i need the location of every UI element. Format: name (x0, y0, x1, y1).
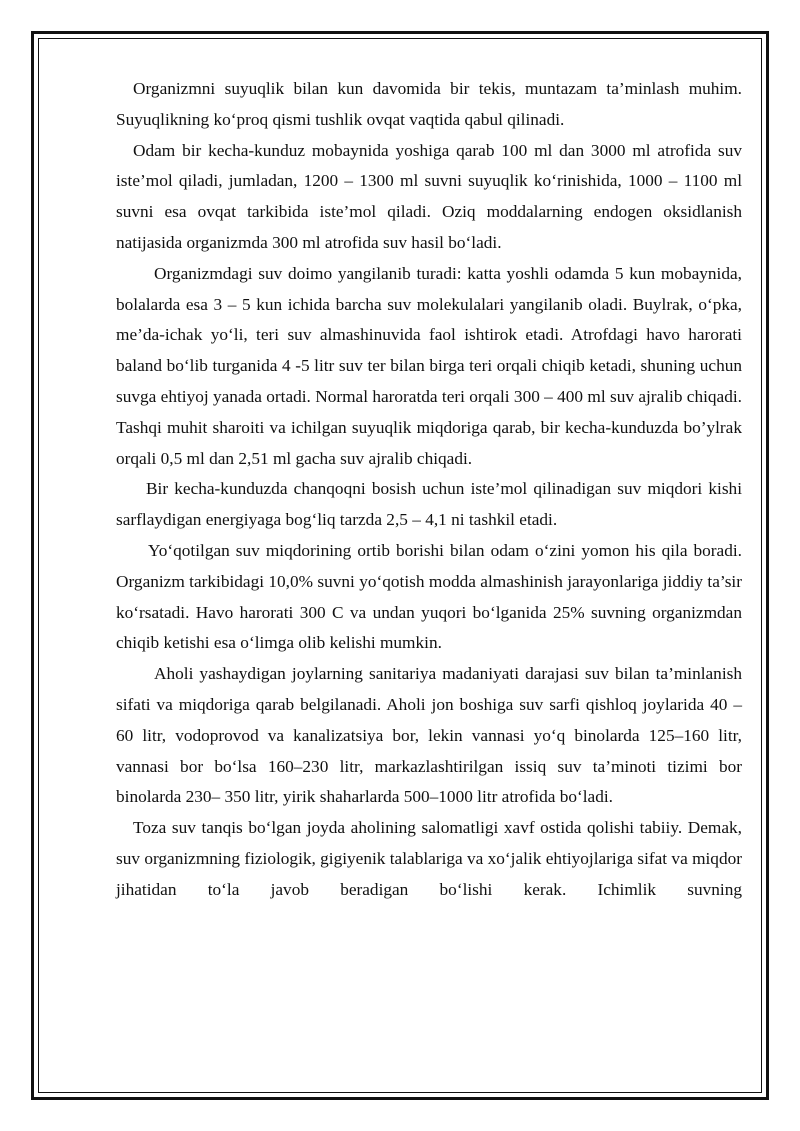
paragraph: Organizmni suyuqlik bilan kun davomida bir tekis, muntazam ta’minlash muhim. Suyuqlikning ko‘proq qismi tushlik ovqat vaqtida qabul qilinadi. (116, 79, 742, 129)
paragraph: Aholi yashaydigan joylarning sanitariya madaniyati darajasi suv bilan ta’minlanish sifati va miqdoriga qarab belgilanadi. Aholi jon boshiga suv sarfi qishloq joylarida 40 – 60 litr, vodoprovod va kanalizatsiya bor, lekin vannasi yo‘q binolarda 125–160 litr, vannasi bor bo‘lsa 160–230 litr, markazlashtirilgan issiq suv ta’minoti tizimi bor binolarda 230– 350 litr, yirik shaharlarda 500–1000 litr atrofida bo‘ladi. (116, 664, 742, 807)
paragraph: Organizmdagi suv doimo yangilanib turadi: katta yoshli odamda 5 kun mobaynida, bolalarda esa 3 – 5 kun ichida barcha suv molekulalari yangilanib oladi. Buylrak, o‘pka, me’da-ichak yo‘li, teri suv almashinuvida faol ishtirok etadi. Atrofdagi havo harorati baland bo‘lib turganida 4 -5 litr suv ter bilan birga teri orqali chiqib ketadi, shuning uchun suvga ehtiyoj yanada ortadi. Normal haroratda teri orqali 300 – 400 ml suv ajralib chiqadi. Tashqi muhit sharoiti va ichilgan suyuqlik miqdoriga qarab, bir kecha-kunduzda bo’ylrak orqali 0,5 ml dan 2,51 ml gacha suv ajralib chiqadi. (116, 263, 742, 468)
paragraph: Bir kecha-kunduzda chanqoqni bosish uchun iste’mol qilinadigan suv miqdori kishi sarflaydigan energiyaga bog‘liq tarzda 2,5 – 4,1 ni tashkil etadi. (116, 479, 742, 530)
paragraph: Yo‘qotilgan suv miqdorining ortib borishi bilan odam o‘zini yomon his qila boradi. Organizm tarkibidagi 10,0% suvni yo‘qotish modda almashinish jarayonlariga jiddiy ta’sir ko‘rsatadi. Havo harorati 300 C va undan yuqori bo‘lganida 25% suvning organizmdan chiqib ketishi esa o‘limga olib kelishi mumkin. (116, 540, 742, 653)
paragraph: Toza suv tanqis bo‘lgan joyda aholining salomatligi xavf ostida qolishi tabiiy. Demak, suv organizmning fiziologik, gigiyenik talablariga va xo‘jalik ehtiyojlariga sifat va miqdor jihatidan to‘la javob beradigan bo‘lishi kerak. Ichimlik suvning (116, 818, 742, 899)
paragraph: Odam bir kecha-kunduz mobaynida yoshiga qarab 100 ml dan 3000 ml atrofida suv iste’mol qiladi, jumladan, 1200 – 1300 ml suvni suyuqlik ko‘rinishida, 1000 – 1100 ml suvni esa ovqat tarkibida iste’mol qiladi. Oziq moddalarning endogen oksidlanish natijasida organizmda 300 ml atrofida suv hasil bo‘ladi. (116, 140, 742, 252)
document-body (116, 74, 742, 906)
